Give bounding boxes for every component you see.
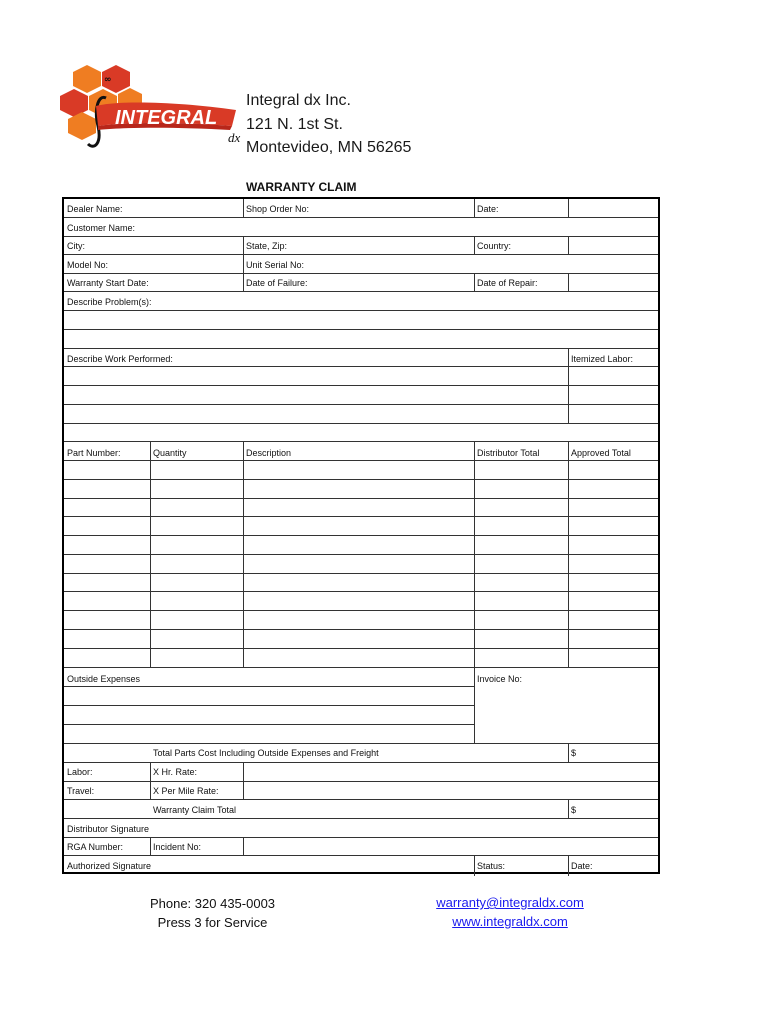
email-link[interactable]: warranty@integraldx.com bbox=[436, 895, 584, 910]
website-link[interactable]: www.integraldx.com bbox=[452, 914, 568, 929]
status-label: Status: bbox=[477, 861, 506, 871]
warranty-claim-total-label: Warranty Claim Total bbox=[153, 805, 237, 815]
unit-serial-no-label: Unit Serial No: bbox=[246, 260, 305, 270]
customer-name-label: Customer Name: bbox=[67, 223, 136, 233]
incident-no-label: Incident No: bbox=[153, 842, 202, 852]
quantity-header: Quantity bbox=[153, 448, 187, 458]
distributor-total-header: Distributor Total bbox=[477, 448, 540, 458]
travel-label: Travel: bbox=[67, 786, 95, 796]
company-name: Integral dx Inc. bbox=[246, 92, 351, 109]
warranty-start-date-label: Warranty Start Date: bbox=[67, 278, 149, 288]
svg-text:∞: ∞ bbox=[104, 75, 112, 85]
describe-work-label: Describe Work Performed: bbox=[67, 354, 173, 364]
outside-expenses-label: Outside Expenses bbox=[67, 674, 141, 684]
warranty-claim-dollar: $ bbox=[571, 805, 577, 815]
city-label: City: bbox=[67, 241, 85, 251]
description-header: Description bbox=[246, 448, 292, 458]
integral-logo bbox=[60, 64, 246, 154]
company-address bbox=[246, 89, 411, 160]
distributor-signature-label: Distributor Signature bbox=[67, 824, 150, 834]
authorized-signature-label: Authorized Signature bbox=[67, 861, 152, 871]
total-parts-dollar: $ bbox=[571, 748, 577, 758]
rga-number-label: RGA Number: bbox=[67, 842, 124, 852]
x-per-mile-rate-label: X Per Mile Rate: bbox=[153, 786, 219, 796]
logo-wordmark: INTEGRAL bbox=[115, 107, 218, 129]
company-city: Montevideo, MN 56265 bbox=[246, 139, 412, 156]
state-zip-label: State, Zip: bbox=[246, 241, 288, 251]
date-label: Date: bbox=[477, 204, 499, 214]
country-label: Country: bbox=[477, 241, 512, 251]
model-no-label: Model No: bbox=[67, 260, 109, 270]
footer-links bbox=[420, 893, 600, 931]
footer-contact bbox=[140, 894, 285, 932]
warranty-claim-form bbox=[62, 197, 660, 874]
bottom-date-label: Date: bbox=[571, 861, 593, 871]
invoice-no-label: Invoice No: bbox=[477, 674, 523, 684]
footer-press: Press 3 for Service bbox=[157, 915, 268, 930]
shop-order-no-label: Shop Order No: bbox=[246, 204, 310, 214]
date-of-failure-label: Date of Failure: bbox=[246, 278, 308, 288]
footer-phone: Phone: 320 435-0003 bbox=[149, 896, 276, 911]
form-title: WARRANTY CLAIM bbox=[246, 180, 357, 194]
dealer-name-label: Dealer Name: bbox=[67, 204, 123, 214]
describe-problems-label: Describe Problem(s): bbox=[67, 297, 152, 307]
date-of-repair-label: Date of Repair: bbox=[477, 278, 538, 288]
company-street: 121 N. 1st St. bbox=[246, 115, 343, 133]
x-hr-rate-label: X Hr. Rate: bbox=[153, 767, 198, 777]
part-number-header: Part Number: bbox=[67, 448, 121, 458]
logo-suffix: dx bbox=[228, 130, 241, 145]
approved-total-header: Approved Total bbox=[571, 448, 631, 458]
total-parts-cost-label: Total Parts Cost Including Outside Expenses and Freight bbox=[153, 748, 379, 758]
labor-label: Labor: bbox=[67, 767, 93, 777]
itemized-labor-label: Itemized Labor: bbox=[571, 354, 634, 364]
